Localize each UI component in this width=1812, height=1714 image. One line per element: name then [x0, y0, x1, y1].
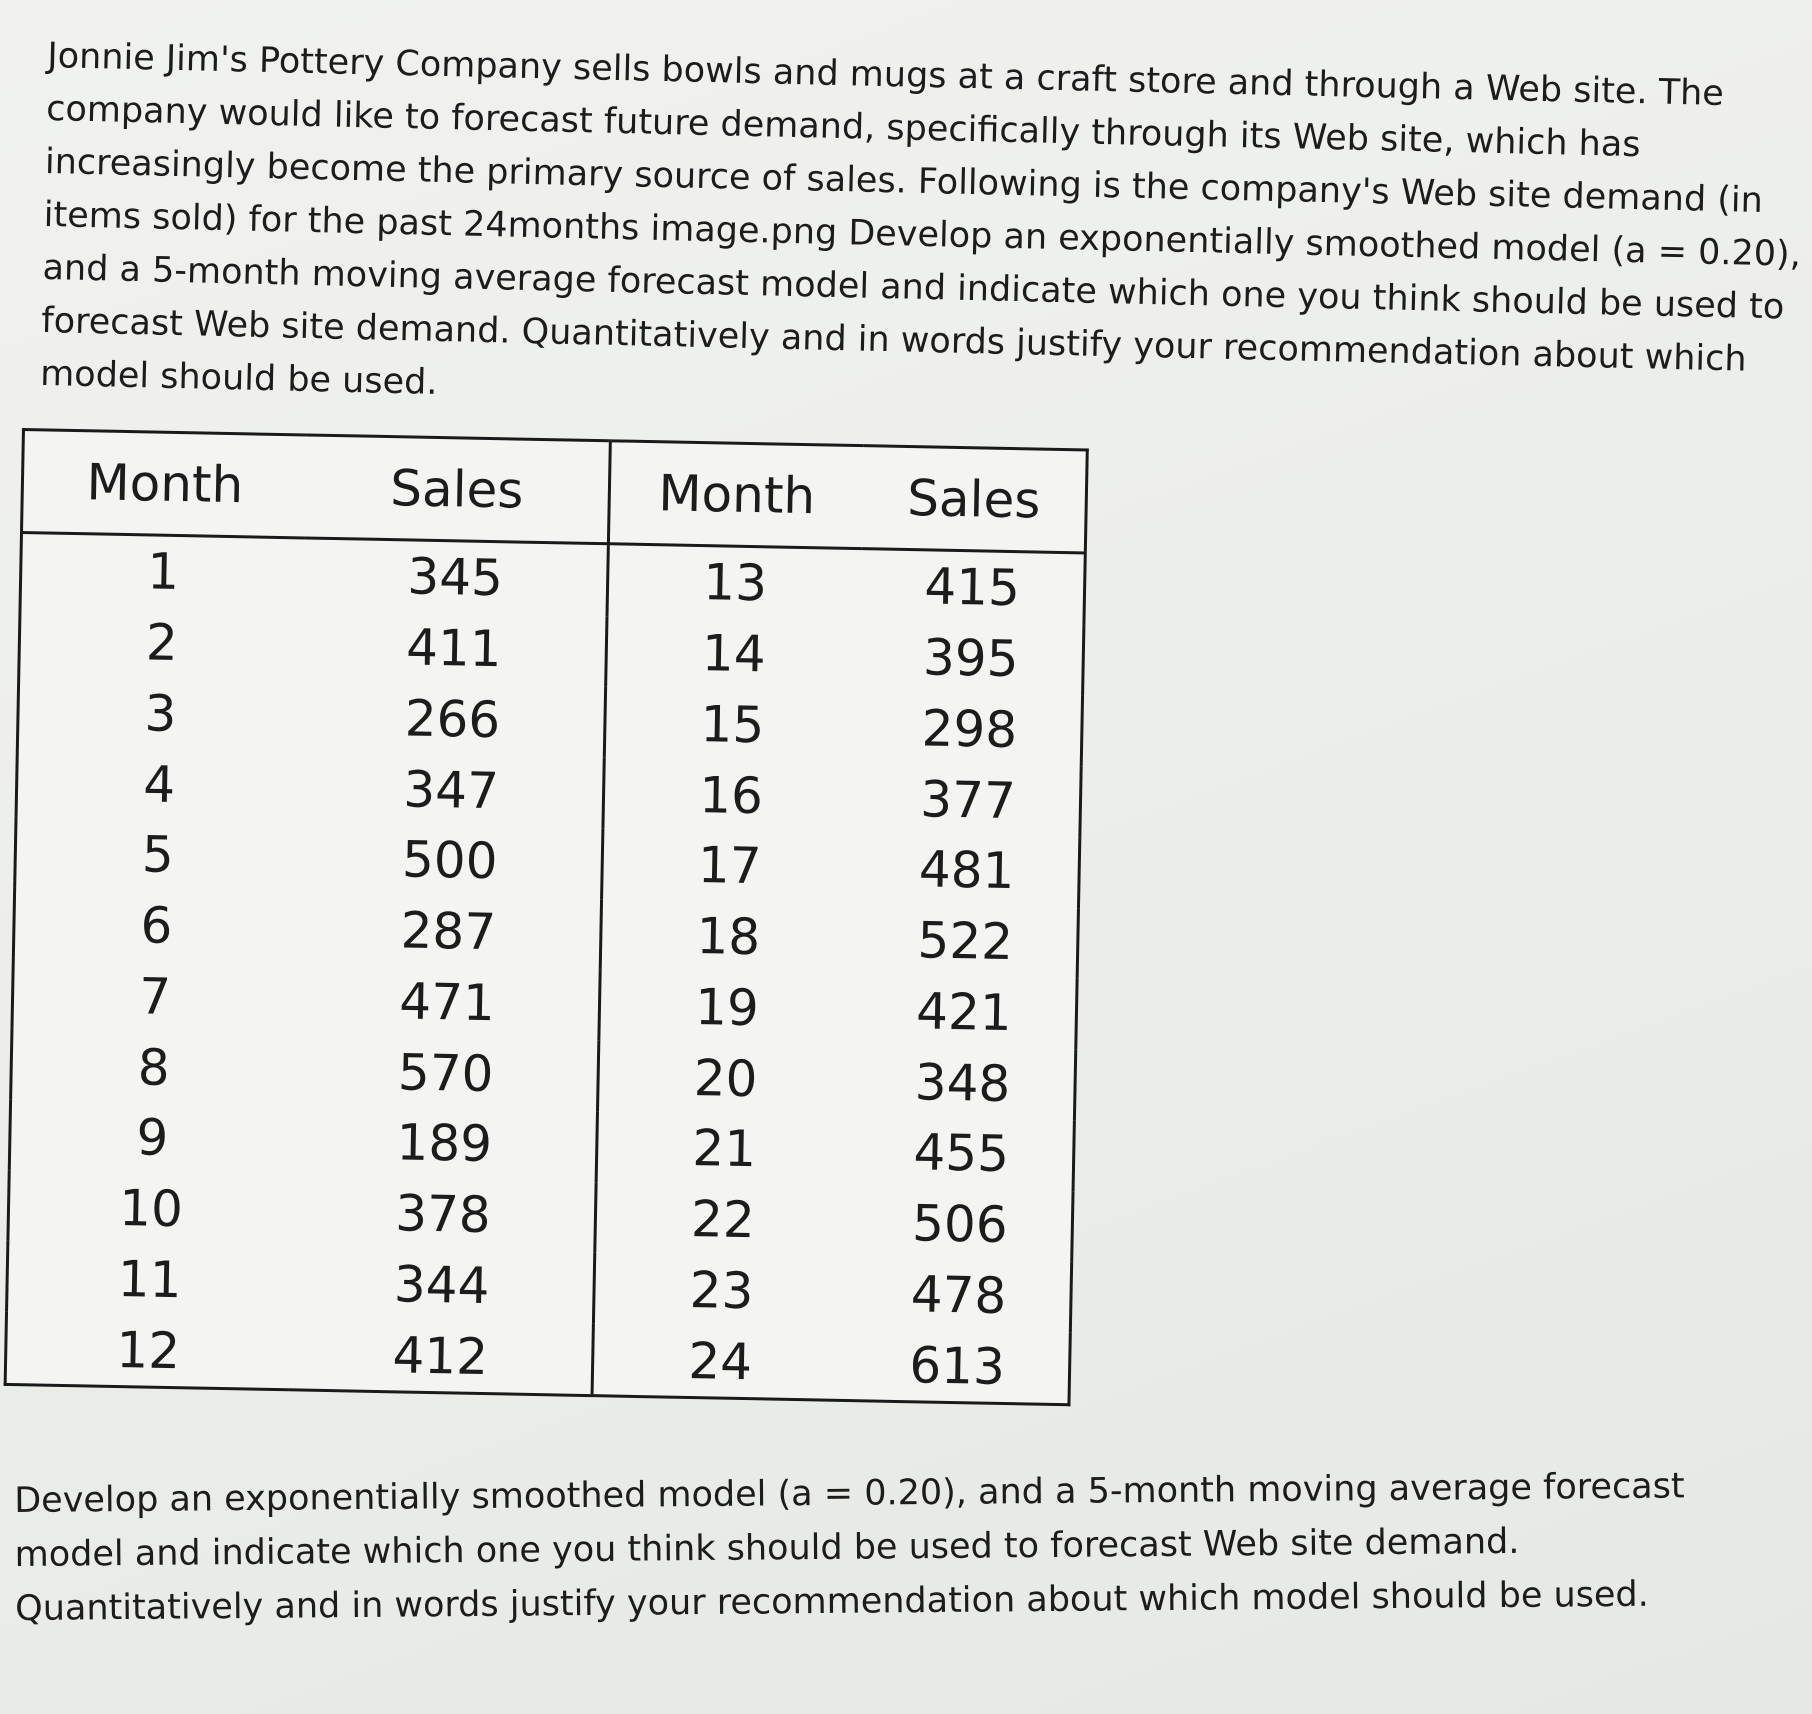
sales-cell: 411 [302, 610, 607, 687]
sales-cell: 478 [910, 1264, 1007, 1325]
sales-cell: 415 [923, 557, 1021, 618]
header-month-1: Month [21, 430, 306, 538]
month-cell: 21 [691, 1119, 757, 1179]
sales-cell: 613 [908, 1335, 1006, 1396]
header-month-2: Month [608, 441, 863, 549]
month-cell: 11 [117, 1249, 183, 1309]
sales-cell: 412 [289, 1317, 594, 1395]
month-cell: 14 [701, 624, 767, 684]
month-cell: 2 [145, 613, 179, 673]
month-cell: 13 [702, 553, 768, 613]
sales-cell: 481 [918, 840, 1015, 901]
month-cell: 16 [698, 765, 764, 825]
sales-cell: 189 [293, 1105, 598, 1182]
sales-table [4, 428, 1089, 1406]
sales-cell: 287 [297, 893, 602, 970]
sales-cell: 471 [295, 964, 600, 1041]
month-cell: 17 [697, 836, 763, 896]
sales-cell: 500 [298, 822, 603, 899]
month-cell: 23 [689, 1260, 754, 1320]
sales-cell: 344 [290, 1247, 595, 1324]
month-cell: 1 [146, 542, 180, 602]
problem-intro-text: Jonnie Jim's Pottery Company sells bowls and mugs at a craft store and through a Web site. The company would like to forecast future demand, specifically through its Web site, which has increasingly become the primary source of sales. Following is the company's Web site demand (in items sold) for the past 24months image.png Develop an exponentially smoothed model (a = 0.20), and a 5-month moving average forecast model and indicate which one you think should be used to forecast Web site demand. Quantitatively and in words justify your recommendation about which model should be used. [39, 35, 1802, 403]
sales-cell: 345 [304, 538, 609, 616]
month-cell: 15 [700, 694, 765, 755]
sales-cell: 377 [919, 769, 1017, 830]
month-cell: 24 [687, 1331, 753, 1391]
month-cell: 7 [138, 967, 172, 1026]
header-sales-1: Sales [305, 435, 610, 544]
month-cell: 18 [696, 907, 761, 967]
sales-cell: 395 [922, 628, 1020, 689]
sales-cell: 506 [911, 1194, 1009, 1255]
sales-cell: 266 [301, 681, 606, 758]
month-cell: 5 [141, 825, 175, 885]
month-cell: 8 [137, 1037, 171, 1097]
sales-cell: 348 [914, 1052, 1011, 1113]
sales-cell: 570 [294, 1035, 599, 1112]
sales-cell: 522 [917, 911, 1014, 972]
sales-cell: 347 [299, 752, 604, 829]
question-text: Develop an exponentially smoothed model (a = 0.20), and a 5-month moving average forecast model and indicate which one you think should be used to forecast Web site demand. Quantitatively and in words justify your recommendation about which model should be used. [14, 1466, 1685, 1629]
month-cell: 12 [115, 1320, 181, 1380]
sales-cell: 455 [912, 1123, 1010, 1184]
sales-table-container [4, 428, 1072, 1406]
month-cell: 9 [135, 1108, 169, 1168]
month-cell: 6 [140, 896, 173, 956]
sales-cell: 378 [291, 1176, 596, 1253]
month-cell: 10 [118, 1179, 184, 1239]
table-header-row [21, 430, 1087, 553]
month-cell: 3 [144, 684, 178, 743]
sales-cell: 421 [915, 982, 1013, 1042]
month-cell: 20 [693, 1048, 759, 1108]
sales-cell: 298 [921, 699, 1018, 759]
month-cell: 4 [142, 754, 176, 814]
header-sales-2: Sales [862, 446, 1087, 553]
month-cell: 19 [694, 977, 760, 1038]
month-cell: 22 [690, 1189, 756, 1250]
